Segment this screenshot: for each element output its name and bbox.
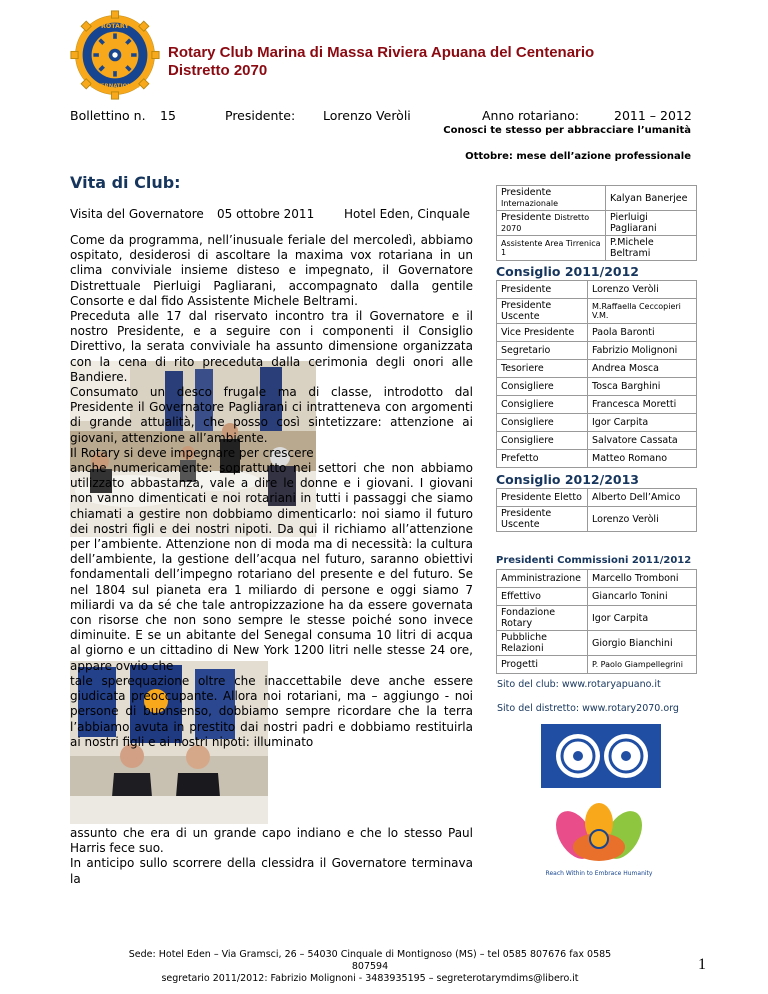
- name-cell: Fabrizio Molignoni: [588, 342, 697, 360]
- svg-text:ROTARY: ROTARY: [101, 23, 129, 30]
- article-paragraph: Come da programma, nell’inusuale feriale del mercoledì, abbiamo ospitato, desiderosi di ascoltare la maxima vox rotariana in un clima conviviale insieme disteso e impegnato, il Governatore Distrettuale Pierluigi Pagliarani, accompagnato dalla gentile Consorte e dal fido Assistente Michele Beltrami.: [70, 233, 473, 308]
- name-cell: Giancarlo Tonini: [588, 588, 697, 606]
- year-label: Anno rotariano:: [482, 108, 580, 123]
- page-number: 1: [698, 956, 706, 973]
- footer-secretary: segretario 2011/2012: Fabrizio Molignoni - 3483935195 – segreterotarymdims@libero.it: [161, 973, 579, 984]
- officer-role: Presidente: [501, 212, 552, 223]
- article-paragraph: Consumato un desco frugale ma di classe, introdotto dal Presidente il Governatore Pagliarani ci intratteneva con argomenti di grande attualità, che posso così sintetizzare: attenzione ai giovani, attenzione all’ambiente.: [70, 385, 473, 445]
- table-row: [497, 186, 697, 211]
- article-body: [70, 233, 473, 887]
- month-theme: Ottobre: mese dell’azione professionale: [465, 151, 691, 162]
- name-cell: P. Paolo Giampellegrini: [588, 656, 697, 674]
- event-date: 05 ottobre 2011: [217, 207, 315, 221]
- commissions-title: Presidenti Commissioni 2011/2012: [496, 555, 692, 566]
- article-paragraph: Il Rotary si deve impegnare per crescere: [70, 445, 314, 460]
- table-row: [497, 281, 697, 299]
- theme-caption: Reach Within to Embrace Humanity: [545, 870, 653, 877]
- name-cell: Lorenzo Veròli: [588, 281, 697, 299]
- name-cell: Francesca Moretti: [588, 396, 697, 414]
- role-cell: Amministrazione: [497, 570, 588, 588]
- section-title: Vita di Club:: [70, 173, 181, 192]
- rotary-international-logo: [70, 10, 160, 100]
- commissions-table: [496, 569, 697, 674]
- table-row: [497, 324, 697, 342]
- council-2012-title: Consiglio 2012/2013: [496, 472, 639, 487]
- table-row: [497, 570, 697, 588]
- event-title: Visita del Governatore: [70, 207, 204, 221]
- council-2011-table: [496, 280, 697, 468]
- role-cell: Prefetto: [497, 450, 588, 468]
- name-cell: Alberto Dell’Amico: [588, 489, 697, 507]
- role-cell: Fondazione Rotary: [497, 606, 588, 631]
- footer-address: Sede: Hotel Eden – Via Gramsci, 26 – 54030 Cinquale di Montignoso (MS) – tel 0585 807676 fax 0585 807594: [128, 949, 612, 972]
- name-cell: M.Raffaella Ceccopieri V.M.: [588, 299, 697, 324]
- article-paragraph: In anticipo sullo scorrere della clessidra il Governatore terminava la: [70, 856, 473, 886]
- council-2012-table: [496, 488, 697, 532]
- role-cell: Consigliere: [497, 396, 588, 414]
- table-row: [497, 507, 697, 532]
- name-cell: Paola Baronti: [588, 324, 697, 342]
- president-name: Lorenzo Veròli: [323, 108, 411, 123]
- article-paragraph: tale sperequazione oltre che inaccettabile deve anche essere giudicata preoccupante. Allora noi rotariani, ma – aggiungo - noi persone di buonsenso, dobbiamo sempre ricordare che la terra l’abbiamo avuta in prestito dai nostri padri e dobbiamo restituirla ai nostri figli e ai nostri nipoti: illuminato: [70, 673, 473, 749]
- year-value: 2011 – 2012: [614, 108, 692, 123]
- reach-within-logo: [540, 803, 658, 879]
- council-2011-title: Consiglio 2011/2012: [496, 264, 639, 279]
- officer-role: Presidente: [501, 187, 552, 198]
- officer-name: Pierluigi Pagliarani: [606, 211, 697, 236]
- table-row: [497, 396, 697, 414]
- name-cell: Lorenzo Veròli: [588, 507, 697, 532]
- district-site-link[interactable]: Sito del distretto: www.rotary2070.org: [497, 703, 679, 714]
- role-cell: Tesoriere: [497, 360, 588, 378]
- table-row: [497, 414, 697, 432]
- name-cell: Marcello Tromboni: [588, 570, 697, 588]
- district-name: Distretto 2070: [168, 62, 268, 79]
- name-cell: Igor Carpita: [588, 606, 697, 631]
- table-row: [497, 211, 697, 236]
- role-cell: Progetti: [497, 656, 588, 674]
- name-cell: Andrea Mosca: [588, 360, 697, 378]
- role-cell: Segretario: [497, 342, 588, 360]
- name-cell: Matteo Romano: [588, 450, 697, 468]
- table-row: [497, 236, 697, 261]
- role-cell: Effettivo: [497, 588, 588, 606]
- table-row: [497, 450, 697, 468]
- club-site-link[interactable]: Sito del club: www.rotaryapuano.it: [497, 679, 661, 690]
- role-cell: Presidente Uscente: [497, 299, 588, 324]
- article-paragraph: Preceduta alle 17 dal riservato incontro tra il Governatore e il nostro Presidente, e a seguire con i componenti il Consiglio Direttivo, la serata conviviale ha assunto dimensione organizzata con la cena di rito preceduta dalla cerimonia degli onori alle Bandiere.: [70, 309, 473, 384]
- officer-sub: Internazionale: [501, 199, 559, 208]
- bulletin-number: 15: [160, 108, 176, 123]
- role-cell: Consigliere: [497, 378, 588, 396]
- name-cell: Salvatore Cassata: [588, 432, 697, 450]
- club-name: Rotary Club Marina di Massa Riviera Apuana del Centenario: [168, 44, 595, 61]
- name-cell: Giorgio Bianchini: [588, 631, 697, 656]
- district-logo: [541, 724, 661, 788]
- table-row: [497, 360, 697, 378]
- role-cell: Consigliere: [497, 432, 588, 450]
- role-cell: Pubbliche Relazioni: [497, 631, 588, 656]
- table-row: [497, 656, 697, 674]
- article-paragraph: anche numericamente: soprattutto nei settori che non abbiamo utilizzato abbastanza, vale a dire le donne e i giovani. I giovani non vanno dimenticati e noi rotariani in tutti i passaggi che siamo chiamati a gestire non dobbiamo dimenticarlo: noi siamo il futuro dei nostri figli e dei nostri nipoti. Da qui il richiamo all’attenzione per l’ambiente. Attenzione non di moda ma di necessità: la cultura dell’ambiente, la gestione dell’acqua nel futuro, saranno obiettivi fondamentali dell’impegno rotariano del presente e del futuro. Se nel 1804 sul pianeta era 1 miliardo di persone e oggi siamo 7 miliardi va da sé che tale antropizzazione ha da essere governata con risorse che non sono sempre le stesse poiché sono invece diminuite. E se un abitante del Senegal consuma 10 litri di acqua al giorno e un cittadino di New York 1200 litri nelle stesse 24 ore, appare ovvio che: [70, 461, 473, 673]
- officers-table: [496, 185, 697, 261]
- role-cell: Presidente Eletto: [497, 489, 588, 507]
- officer-name: Kalyan Banerjee: [606, 186, 697, 211]
- table-row: [497, 378, 697, 396]
- table-row: [497, 299, 697, 324]
- role-cell: Vice Presidente: [497, 324, 588, 342]
- role-cell: Consigliere: [497, 414, 588, 432]
- table-row: [497, 489, 697, 507]
- article-paragraph: assunto che era di un grande capo indiano e che lo stesso Paul Harris fece suo.: [70, 825, 473, 856]
- officer-name: P.Michele Beltrami: [606, 236, 697, 261]
- officer-sub: Assistente Area Tirrenica 1: [497, 236, 606, 261]
- table-row: [497, 606, 697, 631]
- table-row: [497, 588, 697, 606]
- table-row: [497, 631, 697, 656]
- officer-sub: Distretto 2070: [501, 213, 590, 233]
- event-place: Hotel Eden, Cinquale: [344, 207, 471, 221]
- name-cell: Igor Carpita: [588, 414, 697, 432]
- footer: [110, 949, 630, 985]
- president-label: Presidente:: [225, 108, 296, 123]
- svg-text:INTERNATIONAL: INTERNATIONAL: [90, 83, 140, 90]
- table-row: [497, 432, 697, 450]
- name-cell: Tosca Barghini: [588, 378, 697, 396]
- role-cell: Presidente Uscente: [497, 507, 588, 532]
- table-row: [497, 342, 697, 360]
- role-cell: Presidente: [497, 281, 588, 299]
- motto: Conosci te stesso per abbracciare l’umanità: [443, 125, 691, 136]
- bulletin-label: Bollettino n.: [70, 108, 146, 123]
